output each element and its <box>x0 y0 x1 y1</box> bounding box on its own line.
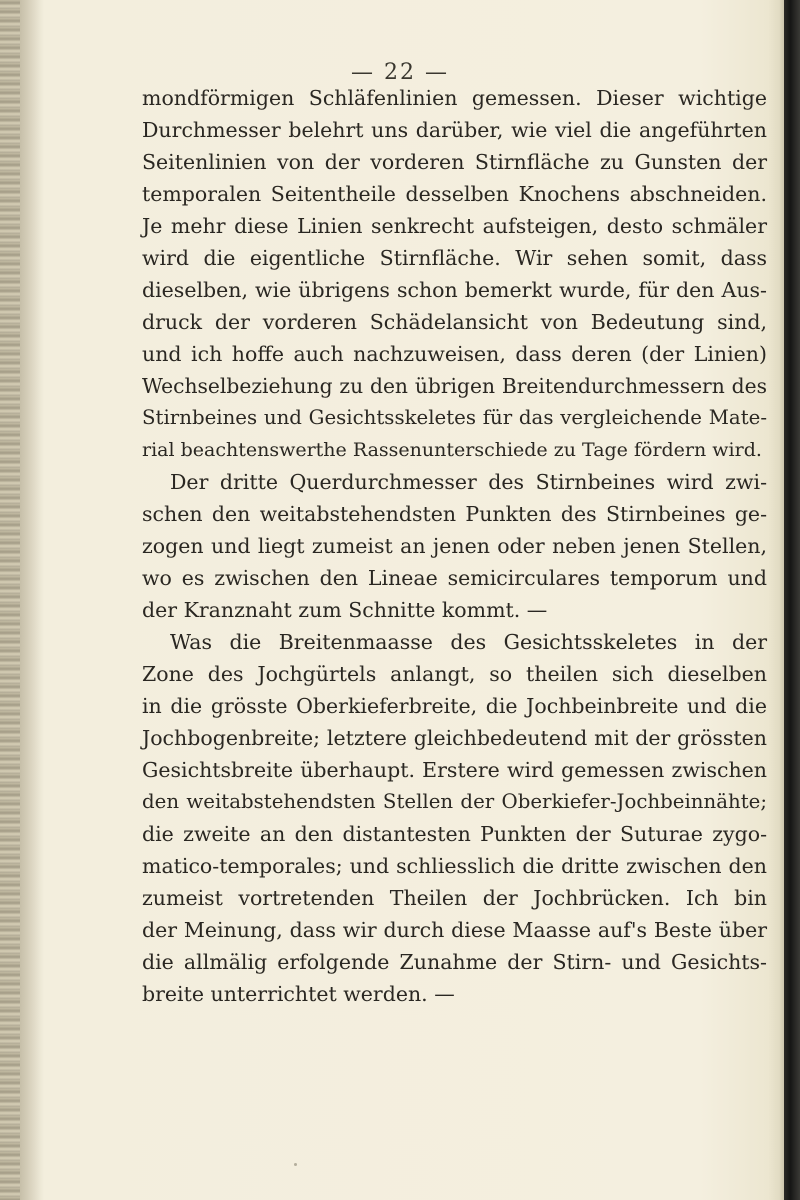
text-line: die zweite an den distantesten Punkten der Suturae zygo- <box>142 822 767 846</box>
text-line: die allmälig erfolgende Zunahme der Stirn- und Gesichts- <box>142 950 767 974</box>
text-line: Stirnbeines und Gesichtsskeletes für das vergleichende Mate- <box>142 406 767 429</box>
body-text <box>142 82 767 1010</box>
text-line: den weitabstehendsten Stellen der Oberkiefer-Jochbeinnähte; <box>142 790 767 813</box>
text-line: wo es zwischen den Lineae semicirculares temporum und <box>142 566 767 590</box>
text-line: Jochbogenbreite; letztere gleichbedeutend mit der grössten <box>142 726 767 750</box>
text-line: Je mehr diese Linien senkrecht aufsteigen, desto schmäler <box>142 214 767 238</box>
paragraph-start-line: Der dritte Querdurchmesser des Stirnbeines wird zwi- <box>170 470 767 494</box>
text-line: matico-temporales; und schliesslich die dritte zwischen den <box>142 854 767 878</box>
text-line: wird die eigentliche Stirnfläche. Wir sehen somit, dass <box>142 246 767 270</box>
text-line: dieselben, wie übrigens schon bemerkt wurde, für den Aus- <box>142 278 767 302</box>
text-line: Durchmesser belehrt uns darüber, wie viel die angeführten <box>142 118 767 142</box>
text-line: Gesichtsbreite überhaupt. Erstere wird gemessen zwischen <box>142 758 767 782</box>
text-line: Wechselbeziehung zu den übrigen Breitendurchmessern des <box>142 374 767 398</box>
ink-speck <box>294 1163 297 1166</box>
text-line: in die grösste Oberkieferbreite, die Jochbeinbreite und die <box>142 694 767 718</box>
text-line: mondförmigen Schläfenlinien gemessen. Dieser wichtige <box>142 86 767 110</box>
text-line: zumeist vortretenden Theilen der Jochbrücken. Ich bin <box>142 886 767 910</box>
paragraph-end-line: rial beachtenswerthe Rassenunterschiede zu Tage fördern wird. <box>142 439 762 461</box>
paragraph-end-line: der Kranznaht zum Schnitte kommt. — <box>142 598 548 622</box>
text-line: und ich hoffe auch nachzuweisen, dass deren (der Linien) <box>142 342 767 366</box>
paragraph-end-line: breite unterrichtet werden. — <box>142 982 455 1006</box>
book-binding-shadow <box>0 0 20 1200</box>
text-line: druck der vorderen Schädelansicht von Bedeutung sind, <box>142 310 767 334</box>
text-line: Seitenlinien von der vorderen Stirnfläche zu Gunsten der <box>142 150 767 174</box>
scan-border-right <box>784 0 800 1200</box>
gutter-shadow <box>20 0 44 1200</box>
page-number: — 22 — <box>351 60 449 85</box>
text-line: der Meinung, dass wir durch diese Maasse auf's Beste über <box>142 918 767 942</box>
paragraph-start-line: Was die Breitenmaasse des Gesichtsskeletes in der <box>170 630 767 654</box>
page-edge-shade <box>768 0 784 1200</box>
text-line: temporalen Seitentheile desselben Knochens abschneiden. <box>142 182 767 206</box>
text-line: Zone des Jochgürtels anlangt, so theilen sich dieselben <box>142 662 767 686</box>
text-line: zogen und liegt zumeist an jenen oder neben jenen Stellen, <box>142 534 767 558</box>
text-line: schen den weitabstehendsten Punkten des Stirnbeines ge- <box>142 502 767 526</box>
